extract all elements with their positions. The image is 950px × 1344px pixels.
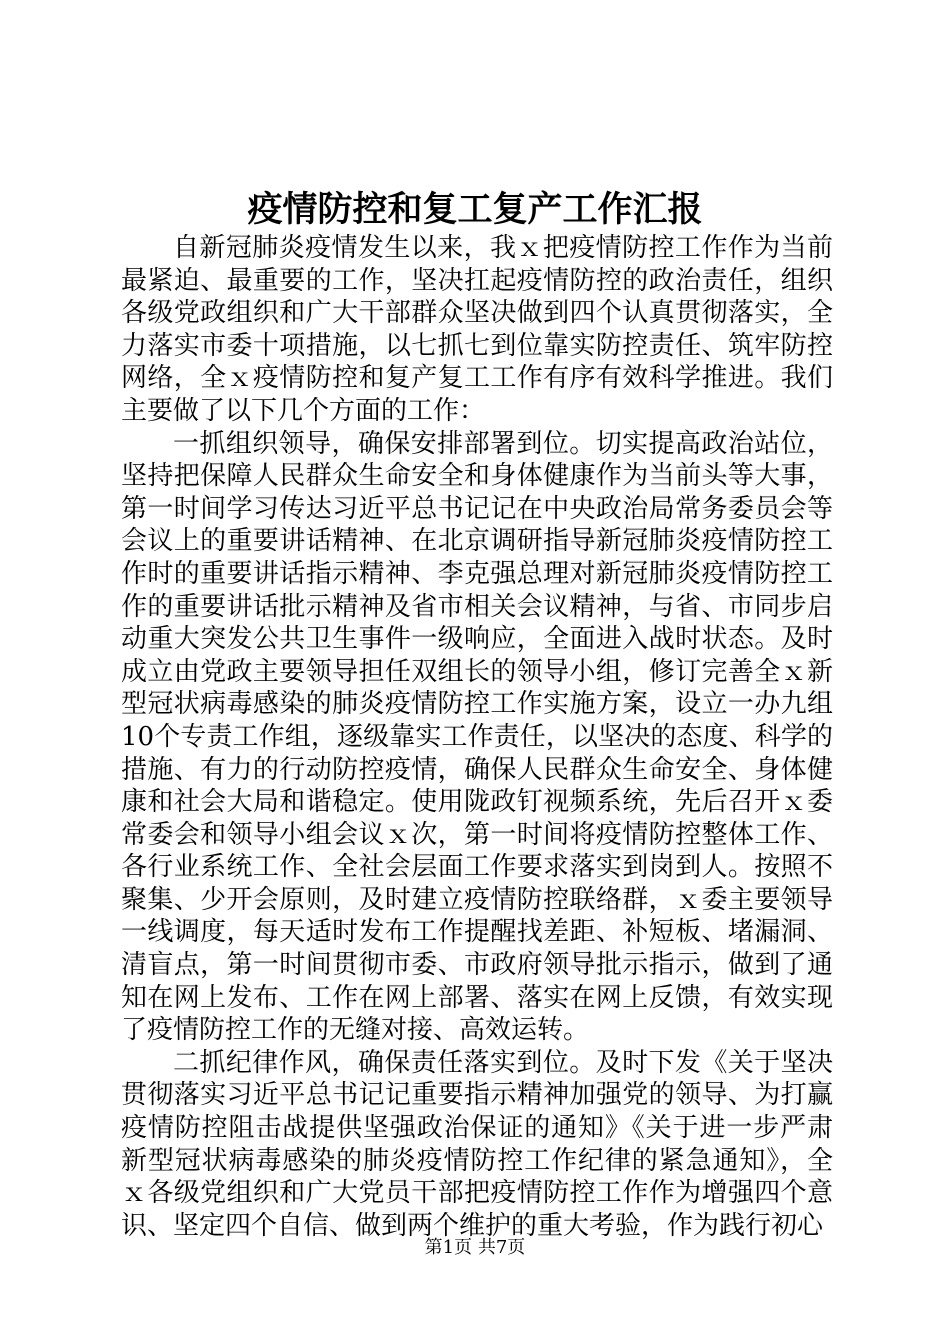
document-body <box>121 232 833 1242</box>
document-title: 疫情防控和复工复产工作汇报 <box>247 189 703 230</box>
paragraph-organization-leadership: 一抓组织领导，确保安排部署到位。切实提高政治站位，坚持把保障人民群众生命安全和身体健康作为当前头等大事，第一时间学习传达习近平总书记记在中央政治局常务委员会等会议上的重要讲话精神、在北京调研指导新冠肺炎疫情防控工作时的重要讲话指示精神、李克强总理对新冠肺炎疫情防控工作的重要讲话批示精神及省市相关会议精神，与省、市同步启动重大突发公共卫生事件一级响应，全面进入战时状态。及时成立由党政主要领导担任双组长的领导小组，修订完善全ｘ新型冠状病毒感染的肺炎疫情防控工作实施方案，设立一办九组10个专责工作组，逐级靠实工作责任，以坚决的态度、科学的措施、有力的行动防控疫情，确保人民群众生命安全、身体健康和社会大局和谐稳定。使用陇政钉视频系统，先后召开ｘ委常委会和领导小组会议ｘ次，第一时间将疫情防控整体工作、各行业系统工作、全社会层面工作要求落实到岗到人。按照不聚集、少开会原则，及时建立疫情防控联络群，ｘ委主要领导一线调度，每天适时发布工作提醒找差距、补短板、堵漏洞、清盲点，第一时间贯彻市委、市政府领导批示指示，做到了通知在网上发布、工作在网上部署、落实在网上反馈，有效实现了疫情防控工作的无缝对接、高效运转。 <box>121 428 833 1046</box>
paragraph-intro: 自新冠肺炎疫情发生以来，我ｘ把疫情防控工作作为当前最紧迫、最重要的工作，坚决扛起疫情防控的政治责任，组织各级党政组织和广大干部群众坚决做到四个认真贯彻落实，全力落实市委十项措施，以七抓七到位靠实防控责任、筑牢防控网络，全ｘ疫情防控和复产复工工作有序有效科学推进。我们主要做了以下几个方面的工作： <box>121 233 833 426</box>
page-number-footer: 第1页 共7页 <box>424 1237 526 1258</box>
paragraph-discipline-style: 二抓纪律作风，确保责任落实到位。及时下发《关于坚决贯彻落实习近平总书记记重要指示精神加强党的领导、为打赢疫情防控阻击战提供坚强政治保证的通知》《关于进一步严肃新型冠状病毒感染的肺炎疫情防控工作纪律的紧急通知》，全ｘ各级党组织和广大党员干部把疫情防控工作作为增强四个意识、坚定四个自信、做到两个维护的重大考验，作为践行初心 <box>121 1047 833 1241</box>
